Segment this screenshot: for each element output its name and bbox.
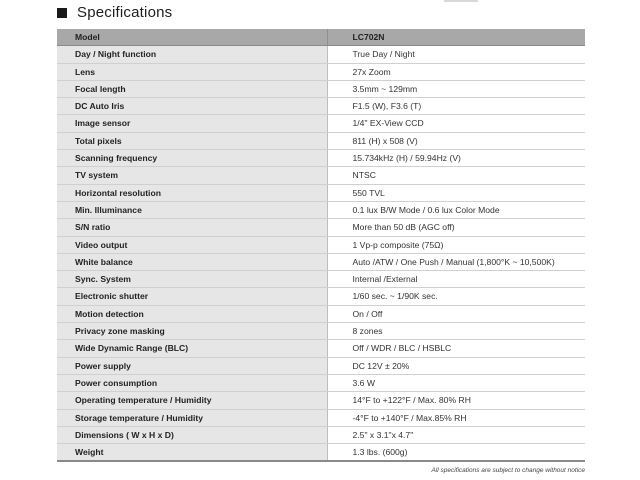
spec-value: 14°F to +122°F / Max. 80% RH bbox=[327, 392, 585, 409]
table-row bbox=[57, 340, 585, 357]
column-header-model-number: LC702N bbox=[327, 29, 585, 46]
table-row bbox=[57, 219, 585, 236]
spec-value: Off / WDR / BLC / HSBLC bbox=[327, 340, 585, 357]
spec-label: Focal length bbox=[57, 80, 327, 97]
table-row bbox=[57, 63, 585, 80]
spec-value: 1.3 lbs. (600g) bbox=[327, 444, 585, 462]
spec-value: NTSC bbox=[327, 167, 585, 184]
spec-label: Power supply bbox=[57, 357, 327, 374]
spec-label: Dimensions ( W x H x D) bbox=[57, 426, 327, 443]
table-row bbox=[57, 115, 585, 132]
spec-value: 15.734kHz (H) / 59.94Hz (V) bbox=[327, 150, 585, 167]
spec-label: Privacy zone masking bbox=[57, 323, 327, 340]
table-header-row bbox=[57, 29, 585, 46]
spec-value: True Day / Night bbox=[327, 46, 585, 63]
spec-label: Day / Night function bbox=[57, 46, 327, 63]
spec-label: Video output bbox=[57, 236, 327, 253]
spec-value: 1/4" EX-View CCD bbox=[327, 115, 585, 132]
spec-label: S/N ratio bbox=[57, 219, 327, 236]
spec-value: 1 Vp-p composite (75Ω) bbox=[327, 236, 585, 253]
spec-label: Operating temperature / Humidity bbox=[57, 392, 327, 409]
specifications-table bbox=[57, 29, 585, 462]
table-row bbox=[57, 357, 585, 374]
table-row bbox=[57, 409, 585, 426]
spec-value: 1/60 sec. ~ 1/90K sec. bbox=[327, 288, 585, 305]
spec-label: Lens bbox=[57, 63, 327, 80]
table-row bbox=[57, 80, 585, 97]
spec-value: Internal /External bbox=[327, 271, 585, 288]
spec-label: Wide Dynamic Range (BLC) bbox=[57, 340, 327, 357]
table-row bbox=[57, 46, 585, 63]
table-row bbox=[57, 167, 585, 184]
spec-value: DC 12V ± 20% bbox=[327, 357, 585, 374]
spec-label: Sync. System bbox=[57, 271, 327, 288]
table-row bbox=[57, 323, 585, 340]
spec-value: -4°F to +140°F / Max.85% RH bbox=[327, 409, 585, 426]
spec-value: More than 50 dB (AGC off) bbox=[327, 219, 585, 236]
table-row bbox=[57, 150, 585, 167]
table-row bbox=[57, 426, 585, 443]
spec-label: Total pixels bbox=[57, 132, 327, 149]
table-body bbox=[57, 46, 585, 462]
spec-label: Weight bbox=[57, 444, 327, 462]
spec-value: 3.6 W bbox=[327, 374, 585, 391]
spec-value: F1.5 (W), F3.6 (T) bbox=[327, 98, 585, 115]
spec-value: 27x Zoom bbox=[327, 63, 585, 80]
spec-value: 811 (H) x 508 (V) bbox=[327, 132, 585, 149]
spec-value: On / Off bbox=[327, 305, 585, 322]
spec-label: Storage temperature / Humidity bbox=[57, 409, 327, 426]
square-bullet-icon bbox=[57, 8, 67, 18]
table-row bbox=[57, 374, 585, 391]
spec-value: 3.5mm ~ 129mm bbox=[327, 80, 585, 97]
table-row bbox=[57, 253, 585, 270]
spec-label: Image sensor bbox=[57, 115, 327, 132]
spec-label: DC Auto Iris bbox=[57, 98, 327, 115]
table-row bbox=[57, 98, 585, 115]
column-header-model: Model bbox=[57, 29, 327, 46]
table-row bbox=[57, 288, 585, 305]
spec-value: 550 TVL bbox=[327, 184, 585, 201]
spec-value: Auto /ATW / One Push / Manual (1,800°K ~ 10,500K) bbox=[327, 253, 585, 270]
spec-label: Electronic shutter bbox=[57, 288, 327, 305]
table-row bbox=[57, 271, 585, 288]
section-header bbox=[57, 4, 172, 21]
spec-value: 8 zones bbox=[327, 323, 585, 340]
table-row bbox=[57, 444, 585, 462]
footnote: All specifications are subject to change without notice bbox=[431, 467, 585, 474]
spec-label: Min. Illuminance bbox=[57, 201, 327, 218]
spec-label: Horizontal resolution bbox=[57, 184, 327, 201]
spec-label: Motion detection bbox=[57, 305, 327, 322]
spec-label: Power consumption bbox=[57, 374, 327, 391]
spec-value: 0.1 lux B/W Mode / 0.6 lux Color Mode bbox=[327, 201, 585, 218]
top-tab-decoration bbox=[444, 0, 478, 2]
table-row bbox=[57, 201, 585, 218]
spec-label: Scanning frequency bbox=[57, 150, 327, 167]
table-row bbox=[57, 392, 585, 409]
table-row bbox=[57, 305, 585, 322]
table-row bbox=[57, 184, 585, 201]
spec-value: 2.5" x 3.1"x 4.7" bbox=[327, 426, 585, 443]
spec-label: White balance bbox=[57, 253, 327, 270]
page-title: Specifications bbox=[77, 4, 173, 21]
table-row bbox=[57, 132, 585, 149]
table-row bbox=[57, 236, 585, 253]
spec-label: TV system bbox=[57, 167, 327, 184]
